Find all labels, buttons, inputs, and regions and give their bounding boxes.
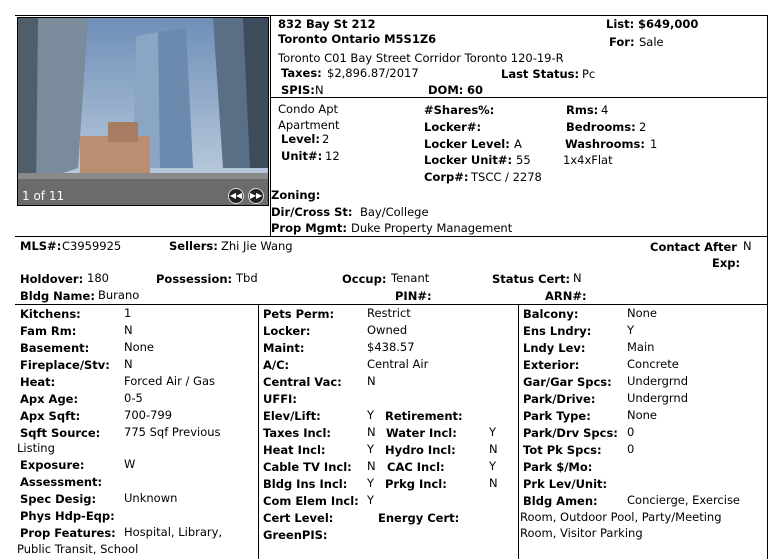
kitchens-label: Kitchens: — [20, 307, 81, 321]
zoning-label: Zoning: — [271, 188, 321, 202]
section-divider — [15, 236, 768, 237]
locker-label: Locker: — [263, 324, 311, 338]
park-type-value: None — [627, 408, 658, 422]
heat-value: Forced Air / Gas — [124, 374, 215, 388]
bldg-amen-label: Bldg Amen: — [523, 494, 598, 508]
ens-lndry-label: Ens Lndry: — [523, 324, 592, 338]
park-drv-spcs-label: Park/Drv Spcs: — [523, 426, 618, 440]
level-value: 2 — [322, 132, 330, 146]
elev-label: Elev/Lift: — [263, 409, 321, 423]
heat-label: Heat: — [20, 375, 56, 389]
dir-cross-value: Bay/College — [360, 205, 429, 219]
address-region: Toronto C01 Bay Street Corridor Toronto 120-19-R — [278, 51, 564, 65]
details-divider — [15, 304, 768, 305]
locker-unit-value: 55 — [516, 153, 531, 167]
list-for-value: Sale — [639, 35, 664, 49]
energy-cert-label: Energy Cert: — [378, 511, 460, 525]
cert-level-label: Cert Level: — [263, 511, 334, 525]
tot-pk-label: Tot Pk Spcs: — [523, 443, 602, 457]
apx-age-label: Apx Age: — [20, 392, 79, 406]
ac-value: Central Air — [367, 357, 429, 371]
spec-desig-value: Unknown — [124, 491, 178, 505]
status-cert-value: N — [573, 271, 582, 285]
prop-mgmt-value: Duke Property Management — [351, 221, 513, 235]
bedrooms-label: Bedrooms: — [566, 120, 636, 134]
property-type: Condo Apt — [278, 102, 339, 116]
fam-rm-value: N — [124, 323, 133, 337]
occup-value: Tenant — [391, 271, 430, 285]
exterior-label: Exterior: — [523, 358, 580, 372]
last-status-value: Pc — [582, 67, 596, 81]
mls-label: MLS#: — [20, 239, 62, 253]
top-border — [15, 15, 768, 16]
central-vac-label: Central Vac: — [263, 375, 342, 389]
phys-hdp-label: Phys Hdp-Eqp: — [20, 509, 115, 523]
sqft-source-value-cont: Listing — [17, 441, 55, 455]
sqft-source-value: 775 Sqf Previous — [124, 425, 221, 439]
lndy-lev-value: Main — [627, 340, 655, 354]
status-cert-label: Status Cert: — [492, 272, 571, 286]
right-border — [767, 15, 768, 559]
possession-value: Tbd — [236, 271, 258, 285]
water-incl-value: Y — [489, 425, 497, 439]
exterior-value: Concrete — [627, 357, 679, 371]
assessment-label: Assessment: — [20, 475, 103, 489]
ac-label: A/C: — [263, 358, 290, 372]
dom-label: DOM: — [428, 83, 464, 97]
bldg-name-value: Burano — [98, 288, 140, 302]
washrooms-value: 1 — [650, 137, 658, 151]
exposure-label: Exposure: — [20, 458, 85, 472]
address-line-2: Toronto Ontario M5S1Z6 — [278, 32, 437, 46]
spis-label: SPIS: — [281, 83, 315, 97]
basement-label: Basement: — [20, 341, 90, 355]
gar-value: Undergrnd — [627, 374, 689, 388]
exp-label: Exp: — [712, 256, 741, 270]
greenpis-label: GreenPIS: — [263, 528, 328, 542]
park-type-label: Park Type: — [523, 409, 591, 423]
park-drv-spcs-value: 0 — [627, 425, 635, 439]
list-price: $649,000 — [638, 17, 699, 31]
maint-value: $438.57 — [367, 340, 415, 354]
washrooms-label: Washrooms: — [565, 137, 645, 151]
list-price-label: List: — [606, 17, 635, 31]
building-photo-image — [18, 18, 269, 206]
address-line-1: 832 Bay St 212 — [278, 17, 376, 31]
bldg-amen-value: Concierge, Exercise — [627, 493, 741, 507]
possession-label: Possession: — [156, 272, 233, 286]
elev-value: Y — [367, 408, 375, 422]
spec-desig-label: Spec Desig: — [20, 492, 97, 506]
bldg-amen-value-cont-1: Room, Outdoor Pool, Party/Meeting — [520, 510, 722, 524]
hydro-incl-value: N — [489, 442, 498, 456]
balcony-label: Balcony: — [523, 307, 579, 321]
level-label: Level: — [281, 132, 320, 146]
property-style: Apartment — [278, 118, 340, 132]
maint-label: Maint: — [263, 341, 305, 355]
cac-incl-label: CAC Incl: — [387, 460, 445, 474]
dom-value: 60 — [467, 83, 484, 97]
water-incl-label: Water Incl: — [386, 426, 457, 440]
last-status-label: Last Status: — [501, 67, 580, 81]
spis-value: N — [315, 83, 324, 97]
column-divider-1 — [258, 304, 259, 559]
taxes-label: Taxes: — [281, 66, 322, 80]
list-for-label: For: — [609, 35, 635, 49]
rooms-label: Rms: — [566, 103, 599, 117]
next-photo-button[interactable]: ▶▶ — [248, 188, 264, 204]
apx-age-value: 0-5 — [124, 391, 143, 405]
header-divider — [270, 97, 768, 98]
bldg-ins-value: Y — [367, 476, 375, 490]
locker-level-label: Locker Level: — [424, 137, 510, 151]
apx-sqft-value: 700-799 — [124, 408, 173, 422]
kitchens-value: 1 — [124, 306, 132, 320]
holdover-label: Holdover: — [20, 272, 84, 286]
column-divider-2 — [518, 304, 519, 559]
bedrooms-value: 2 — [639, 120, 647, 134]
hydro-incl-label: Hydro Incl: — [385, 443, 456, 457]
prop-features-value-cont: Public Transit, School — [17, 542, 139, 556]
unit-value: 12 — [325, 149, 340, 163]
locker-level-value: A — [514, 137, 522, 151]
ens-lndry-value: Y — [627, 323, 635, 337]
fireplace-label: Fireplace/Stv: — [20, 358, 110, 372]
heat-incl-value: Y — [367, 442, 375, 456]
washroom-detail: 1x4xFlat — [563, 153, 613, 167]
tot-pk-value: 0 — [627, 442, 635, 456]
park-drive-value: Undergrnd — [627, 391, 689, 405]
taxes-incl-label: Taxes Incl: — [263, 426, 332, 440]
pets-label: Pets Perm: — [263, 307, 335, 321]
prkg-incl-value: N — [489, 476, 498, 490]
unit-label: Unit#: — [281, 149, 323, 163]
prop-features-value: Hospital, Library, — [124, 525, 223, 539]
photo-divider — [270, 15, 271, 236]
contact-after-value: N — [743, 239, 752, 253]
gar-label: Gar/Gar Spcs: — [523, 375, 612, 389]
park-mo-label: Park $/Mo: — [523, 460, 593, 474]
balcony-value: None — [627, 306, 658, 320]
basement-value: None — [124, 340, 155, 354]
prop-features-label: Prop Features: — [20, 526, 116, 540]
fireplace-value: N — [124, 357, 133, 371]
photo-counter: 1 of 11 — [22, 189, 65, 203]
corp-value: TSCC / 2278 — [471, 170, 542, 184]
com-elem-label: Com Elem Incl: — [263, 494, 359, 508]
central-vac-value: N — [367, 374, 376, 388]
pin-label: PIN#: — [395, 289, 432, 303]
cac-incl-value: Y — [489, 459, 497, 473]
heat-incl-label: Heat Incl: — [263, 443, 326, 457]
lndy-lev-label: Lndy Lev: — [523, 341, 586, 355]
locker-number-label: Locker#: — [424, 120, 482, 134]
cable-incl-label: Cable TV Incl: — [263, 460, 352, 474]
exposure-value: W — [124, 457, 136, 471]
park-drive-label: Park/Drive: — [523, 392, 596, 406]
prk-lev-label: Prk Lev/Unit: — [523, 477, 608, 491]
apx-sqft-label: Apx Sqft: — [20, 409, 81, 423]
corp-label: Corp#: — [424, 170, 469, 184]
pets-value: Restrict — [367, 306, 411, 320]
arn-label: ARN#: — [545, 289, 587, 303]
contact-after-label: Contact After — [650, 240, 737, 254]
dir-cross-label: Dir/Cross St: — [271, 205, 353, 219]
com-elem-value: Y — [367, 493, 375, 507]
locker-unit-label: Locker Unit#: — [424, 153, 513, 167]
prop-mgmt-label: Prop Mgmt: — [271, 221, 347, 235]
taxes-incl-value: N — [367, 425, 376, 439]
listing-photo[interactable] — [17, 17, 269, 206]
rooms-value: 4 — [601, 103, 609, 117]
taxes-value: $2,896.87/2017 — [327, 66, 419, 80]
locker-value: Owned — [367, 323, 408, 337]
previous-photo-button[interactable]: ◀◀ — [228, 188, 244, 204]
occup-label: Occup: — [342, 272, 387, 286]
mls-value: C3959925 — [62, 239, 122, 253]
shares-label: #Shares%: — [424, 103, 495, 117]
prkg-incl-label: Prkg Incl: — [385, 477, 447, 491]
bldg-name-label: Bldg Name: — [20, 289, 95, 303]
cable-incl-value: N — [367, 459, 376, 473]
retirement-label: Retirement: — [385, 409, 463, 423]
bldg-ins-label: Bldg Ins Incl: — [263, 477, 348, 491]
holdover-value: 180 — [87, 271, 109, 285]
sqft-source-label: Sqft Source: — [20, 426, 101, 440]
bldg-amen-value-cont-2: Room, Visitor Parking — [520, 526, 643, 540]
sellers-value: Zhi Jie Wang — [221, 239, 293, 253]
sellers-label: Sellers: — [169, 239, 218, 253]
fam-rm-label: Fam Rm: — [20, 324, 77, 338]
uffi-label: UFFI: — [263, 392, 297, 406]
